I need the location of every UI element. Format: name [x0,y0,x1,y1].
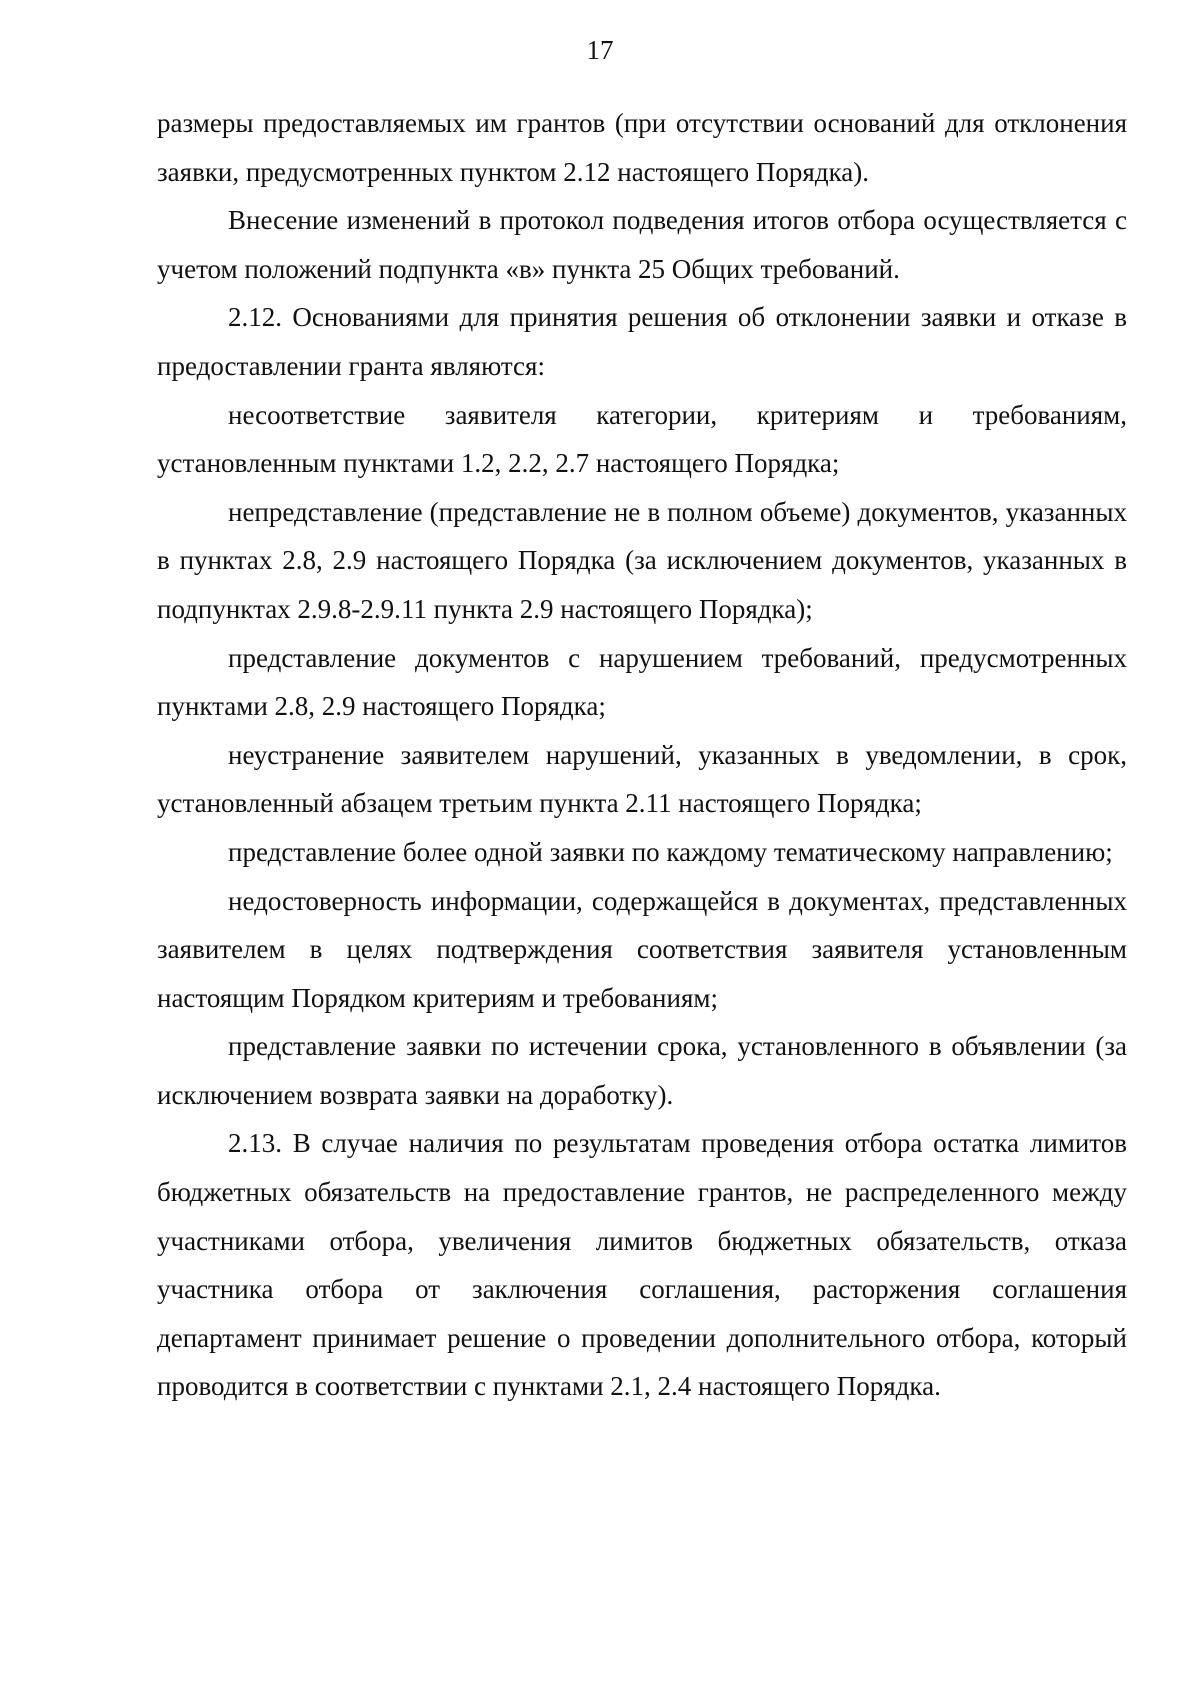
paragraph-ground-violations: представление документов с нарушением требований, предусмотренных пунктами 2.8, 2.9 настоящего Порядка; [157,642,1127,722]
document-body [157,99,1127,1411]
paragraph-continuation: размеры предоставляемых им грантов (при отсутствии оснований для отклонения заявки, предусмотренных пунктом 2.12 настоящего Порядка). [157,108,1127,187]
page-number: 17 [586,35,614,65]
paragraph-ground-mismatch: несоответствие заявителя категории, критериям и требованиям, установленным пунктами 1.2, 2.2, 2.7 настоящего Порядка; [157,399,1127,479]
paragraph-ground-missing-documents: непредставление (представление не в полном объеме) документов, указанных в пунктах 2.8, 2.9 настоящего Порядка (за исключением документов, указанных в подпунктах 2.9.8-2.9.11 пункта 2.9 настоящего Порядка); [157,496,1127,624]
paragraph-ground-multiple-applications: представление более одной заявки по каждому тематическому направлению; [228,836,1113,867]
paragraph-2-12: 2.12. Основаниями для принятия решения об отклонении заявки и отказе в предоставлении гранта являются: [157,302,1127,381]
paragraph-ground-false-information: недостоверность информации, содержащейся в документах, представленных заявителем в целях подтверждения соответствия заявителя установленным настоящим Порядком критериям и требованиям; [157,885,1127,1013]
paragraph-protocol-changes: Внесение изменений в протокол подведения итогов отбора осуществляется с учетом положений подпункта «в» пункта 25 Общих требований. [157,205,1127,284]
paragraph-ground-not-eliminated: неустранение заявителем нарушений, указанных в уведомлении, в срок, установленный абзацем третьим пункта 2.11 настоящего Порядка; [157,739,1127,819]
paragraph-2-13: 2.13. В случае наличия по результатам проведения отбора остатка лимитов бюджетных обязательств на предоставление грантов, не распределенного между участниками отбора, увеличения лимитов бюджетных обязательств, отказа участника отбора от заключения соглашения, расторжения соглашения департамент принимает решение о проведении дополнительного отбора, который проводится в соответствии с пунктами 2.1, 2.4 настоящего Порядка. [157,1128,1127,1402]
paragraph-ground-late-submission: представление заявки по истечении срока, установленного в объявлении (за исключением возврата заявки на доработку). [157,1031,1127,1110]
